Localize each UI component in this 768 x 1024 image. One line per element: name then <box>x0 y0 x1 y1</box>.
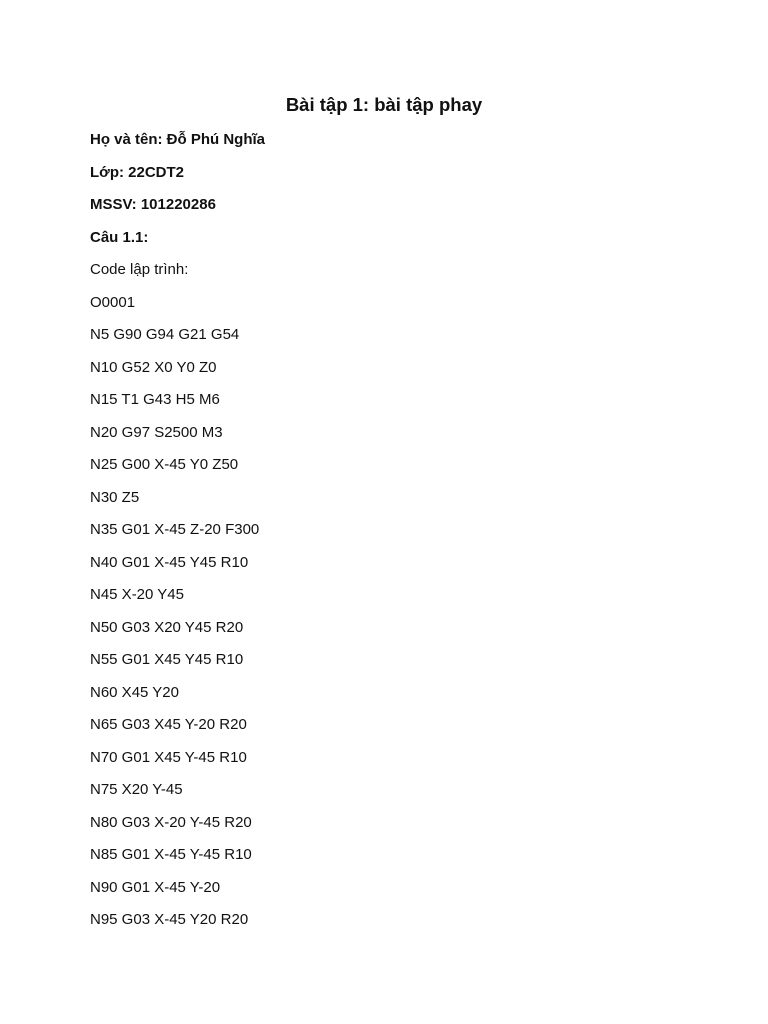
code-line: N10 G52 X0 Y0 Z0 <box>90 358 217 376</box>
code-heading: Code lập trình: <box>90 261 189 278</box>
student-class: Lớp: 22CDT2 <box>90 163 185 181</box>
code-line: N35 G01 X-45 Z-20 F300 <box>90 521 260 538</box>
document-title: Bài tập 1: bài tập phay <box>285 94 483 115</box>
code-line: N90 G01 X-45 Y-20 <box>90 878 221 896</box>
code-line: N65 G03 X45 Y-20 R20 <box>90 716 247 733</box>
code-line: O0001 <box>90 293 136 311</box>
code-line: N5 G90 G94 G21 G54 <box>90 326 240 343</box>
code-line: N30 Z5 <box>90 488 140 506</box>
code-line: N85 G01 X-45 Y-45 R10 <box>90 846 252 863</box>
code-line: N40 G01 X-45 Y45 R10 <box>90 553 249 571</box>
code-line: N15 T1 G43 H5 M6 <box>90 391 220 408</box>
code-line: N25 G00 X-45 Y0 Z50 <box>90 456 239 473</box>
student-name: Họ và tên: Đỗ Phú Nghĩa <box>90 131 266 148</box>
code-section <box>90 259 259 942</box>
code-line: N45 X-20 Y45 <box>90 586 184 603</box>
code-line: N70 G01 X45 Y-45 R10 <box>90 748 247 766</box>
code-line: N95 G03 X-45 Y20 R20 <box>90 911 249 928</box>
code-line: N80 G03 X-20 Y-45 R20 <box>90 813 252 831</box>
code-line: N20 G97 S2500 M3 <box>90 423 223 441</box>
code-line: N50 G03 X20 Y45 R20 <box>90 618 244 636</box>
question-label: Câu 1.1: <box>90 228 149 246</box>
code-line: N55 G01 X45 Y45 R10 <box>90 651 244 668</box>
student-info <box>90 129 265 259</box>
student-id: MSSV: 101220286 <box>90 196 216 213</box>
code-line: N60 X45 Y20 <box>90 683 179 701</box>
code-line: N75 X20 Y-45 <box>90 781 183 798</box>
